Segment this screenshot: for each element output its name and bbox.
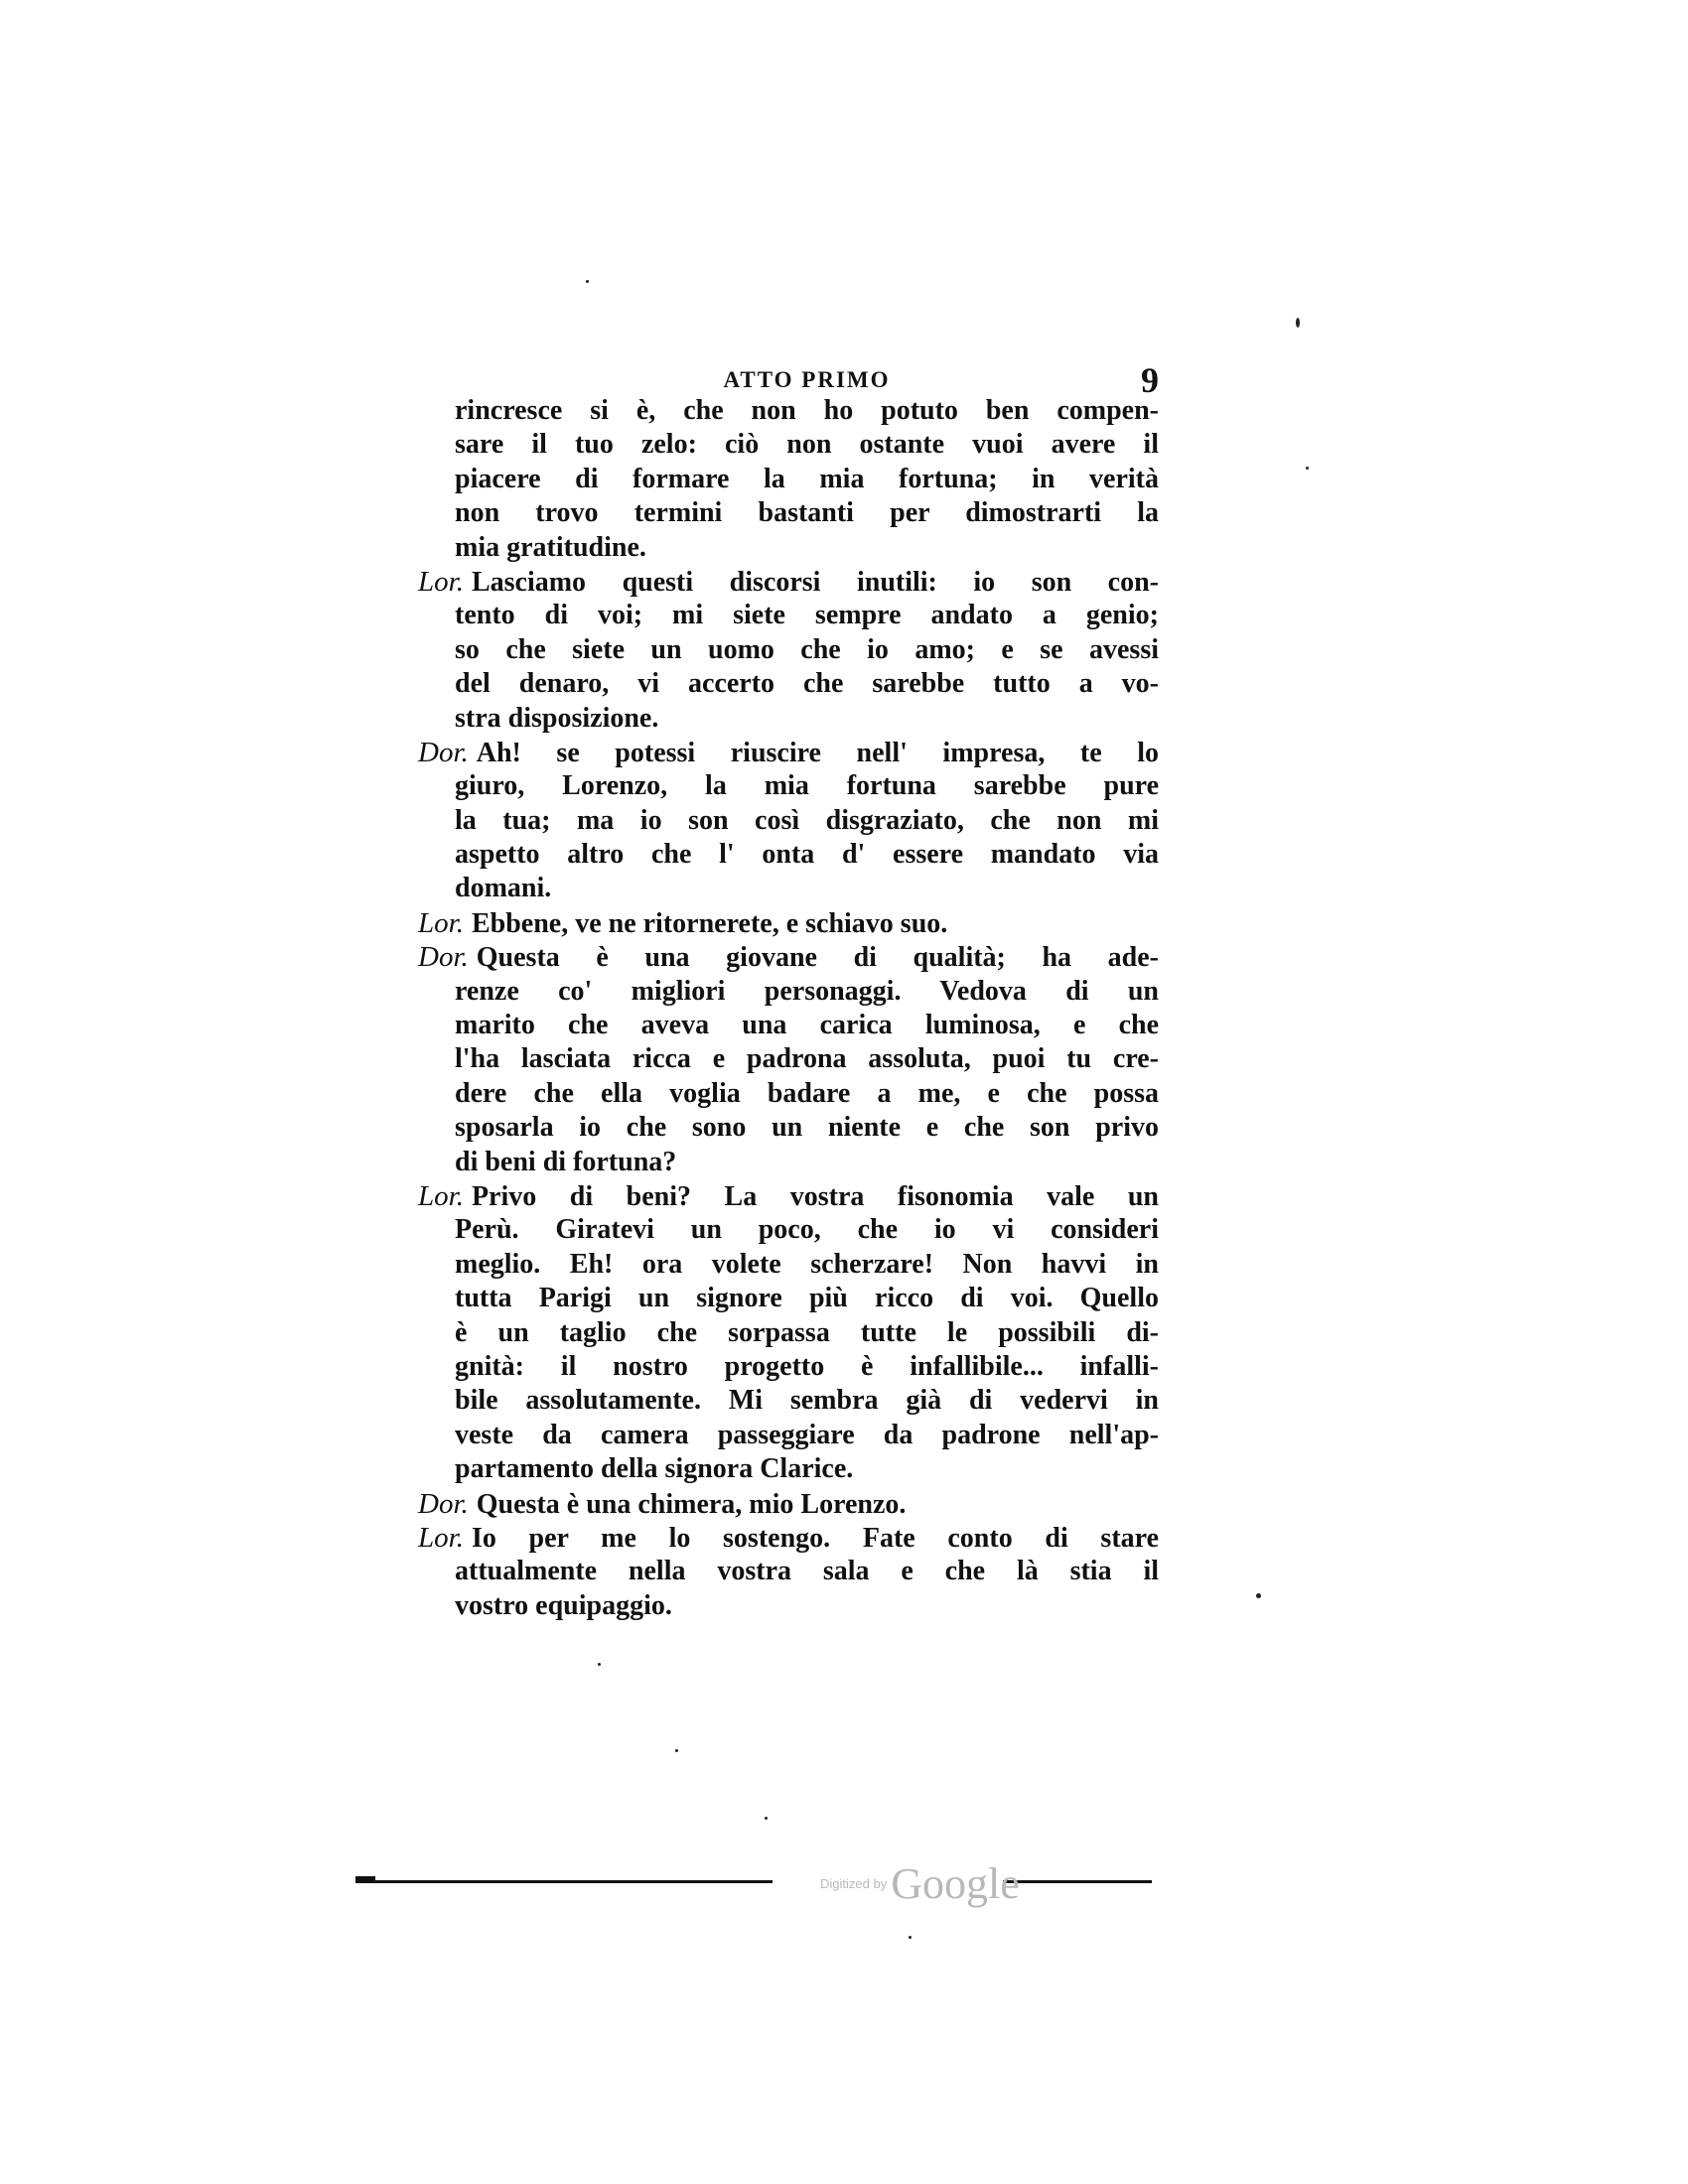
text-line <box>455 1213 1159 1247</box>
line-text: so che siete un uomo che io amo; e se avessi <box>455 633 1159 665</box>
line-text: è un taglio che sorpassa tutte le possibili di- <box>455 1316 1159 1348</box>
line-text: la tua; ma io son così disgraziato, che non mi <box>455 804 1159 836</box>
text-line <box>455 1282 1159 1315</box>
page-number: 9 <box>1141 360 1159 400</box>
speck <box>765 1817 768 1820</box>
line-text: rincresce si è, che non ho potuto ben compen- <box>455 395 1159 426</box>
text-line <box>418 940 1159 974</box>
text-line <box>455 1146 1159 1179</box>
line-text: piacere di formare la mia fortuna; in verità <box>455 463 1159 494</box>
text-line <box>455 463 1159 496</box>
text-line <box>418 565 1159 599</box>
text-line <box>455 872 1159 905</box>
text-line <box>455 702 1159 736</box>
line-text: vostro equipaggio. <box>455 1589 672 1621</box>
speck <box>1296 318 1300 328</box>
text-line <box>455 1452 1159 1486</box>
line-text: partamento della signora Clarice. <box>455 1453 854 1485</box>
line-text: gnità: il nostro progetto è infallibile... infalli- <box>455 1350 1159 1382</box>
speck <box>1306 467 1309 470</box>
running-title: ATTO PRIMO <box>723 367 891 392</box>
text-line <box>455 496 1159 530</box>
speaker-label: Dor. <box>418 736 469 768</box>
text-line <box>455 1042 1159 1076</box>
line-text: non trovo termini bastanti per dimostrarti la <box>455 497 1159 529</box>
text-line <box>455 1077 1159 1111</box>
text-line <box>455 667 1159 701</box>
line-text: meglio. Eh! ora volete scherzare! Non havvi in <box>455 1248 1159 1280</box>
line-text: del denaro, vi accerto che sarebbe tutto a vo- <box>455 668 1159 700</box>
line-text: Io per me lo sostengo. Fate conto di stare <box>471 1522 1159 1554</box>
speaker-label: Lor. <box>418 1179 464 1212</box>
line-text: Questa è una giovane di qualità; ha ade- <box>476 942 1159 974</box>
speck <box>1256 1593 1261 1598</box>
text-line <box>455 1555 1159 1588</box>
speaker-label: Dor. <box>418 1487 469 1520</box>
line-text: stra disposizione. <box>455 702 659 734</box>
line-text: tento di voi; mi siete sempre andato a genio; <box>455 600 1159 631</box>
line-text: l'ha lasciata ricca e padrona assoluta, puoi tu cre- <box>455 1043 1159 1075</box>
line-text: tutta Parigi un signore più ricco di voi. Quello <box>455 1283 1159 1314</box>
speaker-label: Dor. <box>418 941 469 974</box>
text-line <box>455 769 1159 803</box>
line-text: giuro, Lorenzo, la mia fortuna sarebbe pure <box>455 770 1159 802</box>
text-line <box>455 1111 1159 1145</box>
line-text: veste da camera passeggiare da padrone nell'ap- <box>455 1419 1159 1450</box>
digitized-by-google-watermark <box>820 1858 1020 1909</box>
line-text: sare il tuo zelo: ciò non ostante vuoi avere il <box>455 429 1159 461</box>
line-text: di beni di fortuna? <box>455 1146 677 1177</box>
line-text: Questa è una chimera, mio Lorenzo. <box>476 1488 907 1520</box>
line-text: renze co' migliori personaggi. Vedova di un <box>455 975 1159 1007</box>
line-text: Lasciamo questi discorsi inutili: io son con- <box>471 566 1159 598</box>
line-text: domani. <box>455 873 552 904</box>
text-line <box>455 1384 1159 1418</box>
text-line <box>455 531 1159 565</box>
speaker-label: Lor. <box>418 906 464 939</box>
text-line <box>455 428 1159 462</box>
line-text: Ah! se potessi riuscire nell' impresa, te lo <box>476 737 1159 768</box>
line-text: sposarla io che sono un niente e che son privo <box>455 1112 1159 1144</box>
line-text: marito che aveva una carica luminosa, e che <box>455 1010 1159 1041</box>
text-line <box>455 1589 1159 1623</box>
bottom-rule-right <box>1003 1880 1152 1883</box>
watermark-brand: Google <box>891 1859 1020 1908</box>
line-text: aspetto altro che l' onta d' essere mandato via <box>455 839 1159 871</box>
text-line <box>455 599 1159 632</box>
speck <box>598 1663 601 1666</box>
speck <box>909 1936 912 1939</box>
text-line <box>455 1419 1159 1452</box>
text-line <box>455 838 1159 872</box>
page-body <box>418 394 1159 1623</box>
text-line <box>418 1521 1159 1555</box>
text-line <box>455 975 1159 1009</box>
line-text: attualmente nella vostra sala e che là stia il <box>455 1556 1159 1587</box>
speaker-label: Lor. <box>418 565 464 598</box>
text-line <box>418 736 1159 769</box>
watermark-prefix: Digitized by <box>820 1876 888 1891</box>
text-line <box>418 1487 1159 1521</box>
bottom-rule-mark <box>355 1876 375 1882</box>
text-line <box>455 1009 1159 1042</box>
text-line <box>455 633 1159 667</box>
text-line <box>418 906 1159 940</box>
line-text: bile assolutamente. Mi sembra già di vedervi in <box>455 1385 1159 1417</box>
speck <box>675 1749 678 1752</box>
page-header <box>455 360 1159 400</box>
speaker-label: Lor. <box>418 1521 464 1554</box>
line-text: Perù. Giratevi un poco, che io vi consideri <box>455 1214 1159 1246</box>
line-text: Ebbene, ve ne ritornerete, e schiavo suo. <box>471 907 948 939</box>
text-line <box>455 1248 1159 1282</box>
text-line <box>455 1316 1159 1350</box>
speck <box>586 280 589 283</box>
text-line <box>455 1350 1159 1384</box>
line-text: mia gratitudine. <box>455 531 646 563</box>
bottom-rule-left <box>355 1880 773 1883</box>
line-text: dere che ella voglia badare a me, e che possa <box>455 1077 1159 1109</box>
text-line <box>455 394 1159 428</box>
text-line <box>418 1179 1159 1213</box>
line-text: Privo di beni? La vostra fisonomia vale un <box>471 1180 1159 1212</box>
text-line <box>455 804 1159 838</box>
